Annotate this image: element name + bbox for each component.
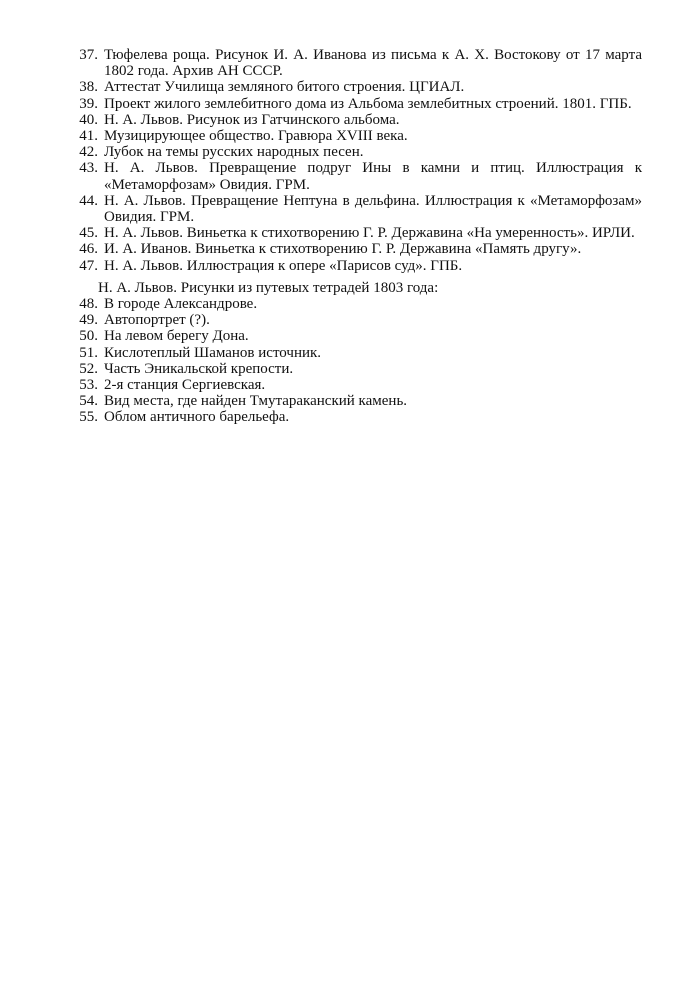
list-item (72, 225, 642, 241)
section-subheading: Н. А. Львов. Рисунки из путевых тетрадей 1803 года: (98, 279, 439, 296)
item-number: 50. (79, 328, 98, 345)
item-text: Н. А. Львов. Превращение Нептуна в дельфина. Иллюстрация к «Метаморфозам» Овидия. ГРМ. (104, 192, 642, 226)
item-text: Лубок на темы русских народных песен. (104, 144, 364, 161)
item-text: В городе Александрове. (104, 296, 258, 313)
list-item (72, 128, 642, 144)
item-number: 54. (79, 393, 98, 410)
list-item (72, 47, 642, 79)
list-item (72, 241, 642, 257)
item-number: 53. (79, 377, 98, 394)
list-item (72, 312, 642, 328)
item-number: 55. (79, 409, 98, 426)
item-text: Кислотеплый Шаманов источник. (104, 344, 322, 361)
item-text: На левом берегу Дона. (104, 328, 249, 345)
list-item (72, 160, 642, 192)
item-text: Музицирующее общество. Гравюра XVIII века. (104, 128, 408, 145)
list-item (72, 328, 642, 344)
item-text: Вид места, где найден Тмутараканский камень. (104, 393, 408, 410)
list-item (72, 96, 642, 112)
illustration-list (72, 47, 642, 426)
item-text: Н. А. Львов. Иллюстрация к опере «Парисов суд». ГПБ. (104, 257, 463, 274)
item-number: 46. (79, 241, 98, 258)
list-item (72, 193, 642, 225)
list-item (72, 258, 642, 274)
item-text: Облом античного барельефа. (104, 409, 290, 426)
item-number: 37. (79, 47, 98, 63)
item-number: 42. (79, 144, 98, 161)
item-text: И. А. Иванов. Виньетка к стихотворению Г. Р. Державина «Память другу». (104, 241, 582, 258)
list-item (72, 361, 642, 377)
item-text: Часть Эникальской крепости. (104, 360, 294, 377)
item-number: 38. (79, 79, 98, 96)
list-item (72, 112, 642, 128)
item-text: Аттестат Училища земляного битого строения. ЦГИАЛ. (104, 79, 465, 96)
item-number: 47. (79, 257, 98, 274)
item-text: Н. А. Львов. Превращение подруг Ины в камни и птиц. Иллюстрация к «Метаморфозам» Овидия. ГРМ. (104, 160, 642, 193)
item-number: 49. (79, 312, 98, 329)
item-number: 43. (79, 160, 98, 177)
item-text: Тюфелева роща. Рисунок И. А. Иванова из письма к А. Х. Востокову от 17 марта 1802 года. Архив АН СССР. (104, 47, 642, 80)
item-number: 39. (79, 95, 98, 112)
item-text: Автопортрет (?). (104, 312, 210, 329)
item-text: Проект жилого землебитного дома из Альбома землебитных строений. 1801. ГПБ. (104, 95, 632, 112)
list-item (72, 79, 642, 95)
list-item (72, 409, 642, 425)
item-number: 48. (79, 296, 98, 313)
item-text: 2-я станция Сергиевская. (104, 377, 266, 394)
item-text: Н. А. Львов. Виньетка к стихотворению Г. Р. Державина «На умеренность». ИРЛИ. (104, 225, 635, 242)
item-number: 52. (79, 360, 98, 377)
list-item (72, 296, 642, 312)
list-item (72, 144, 642, 160)
list-item (72, 377, 642, 393)
item-number: 45. (79, 225, 98, 242)
list-item (72, 345, 642, 361)
item-text: Н. А. Львов. Рисунок из Гатчинского альбома. (104, 111, 400, 128)
item-number: 40. (79, 111, 98, 128)
item-number: 41. (79, 128, 98, 145)
item-number: 44. (79, 192, 98, 209)
list-item (72, 393, 642, 409)
item-number: 51. (79, 344, 98, 361)
